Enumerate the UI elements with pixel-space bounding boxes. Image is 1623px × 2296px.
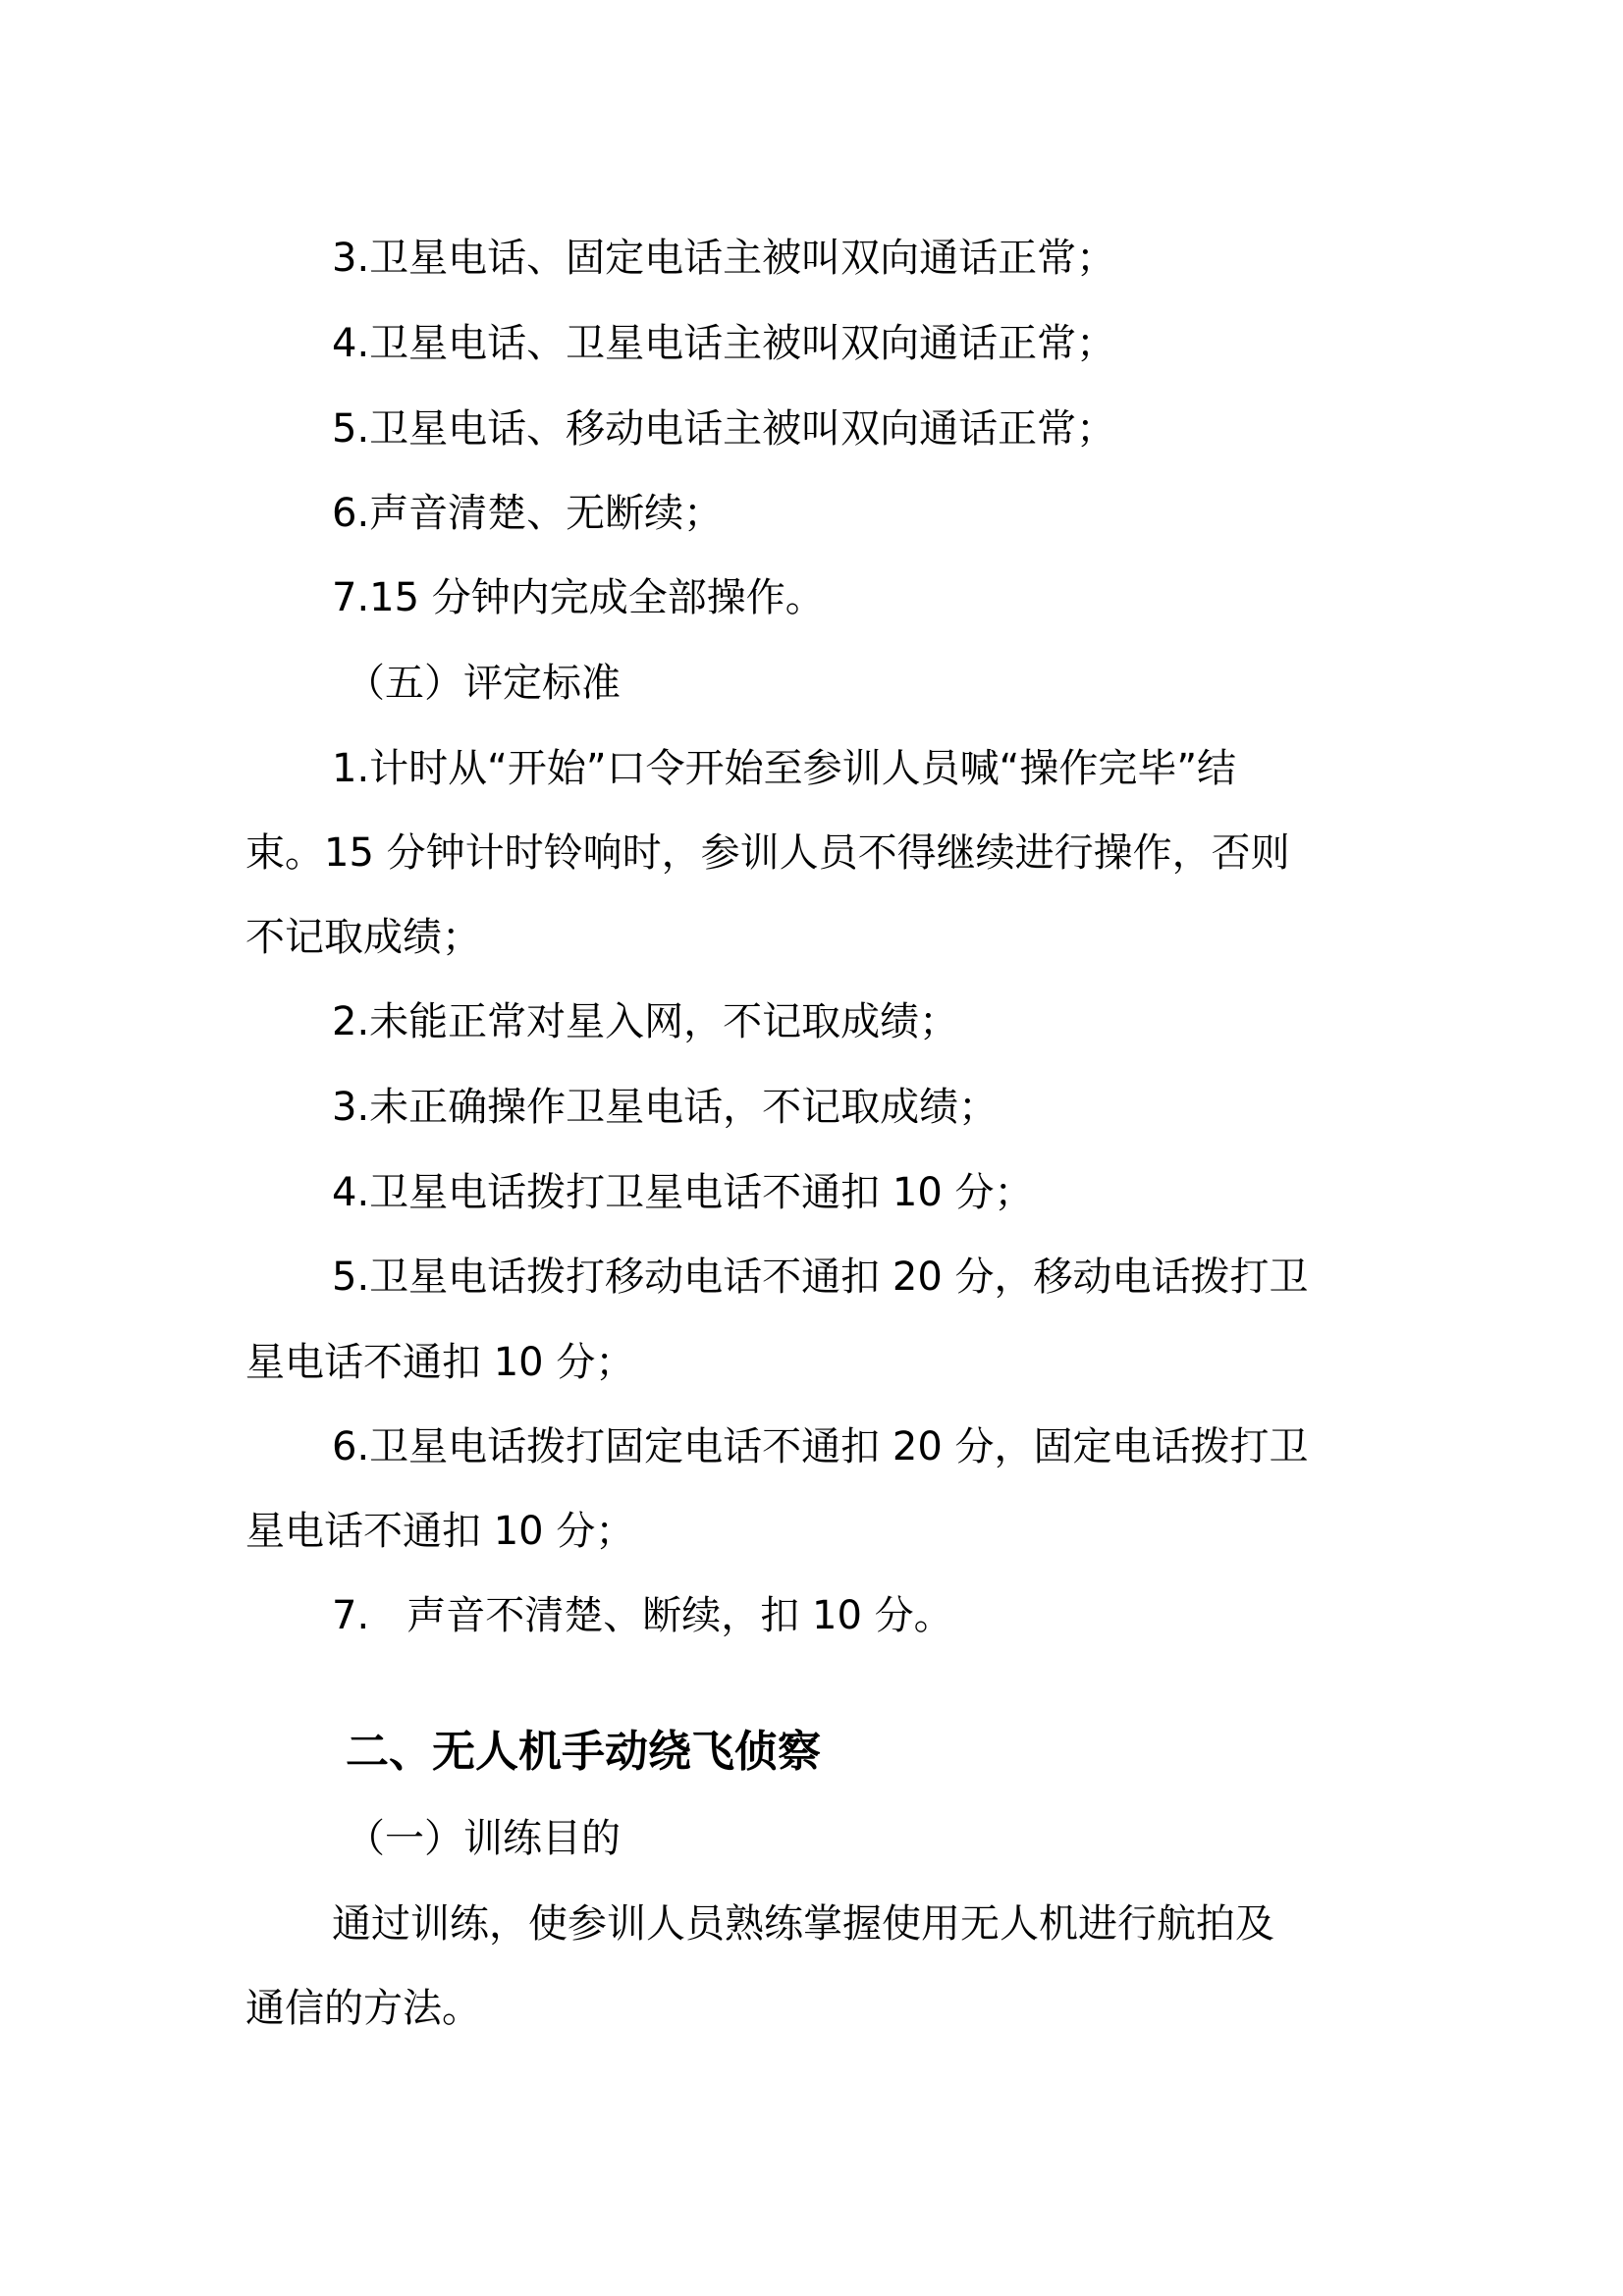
requirement-item-4: 4.卫星电话、卫星电话主被叫双向通话正常； (332, 321, 1116, 366)
criteria-item-6-line-1: 6.卫星电话拨打固定电话不通扣 20 分，固定电话拨打卫 (332, 1424, 1309, 1469)
criteria-item-3: 3.未正确操作卫星电话，不记取成绩； (332, 1085, 999, 1130)
chapter-heading-drone-reconnaissance: 二、无人机手动绕飞侦察 (346, 1727, 821, 1777)
criteria-item-7: 7. 声音不清楚、断续，扣 10 分。 (332, 1593, 953, 1638)
requirement-item-3: 3.卫星电话、固定电话主被叫双向通话正常； (332, 236, 1116, 281)
training-purpose-paragraph-line-2: 通信的方法。 (245, 1986, 481, 2031)
criteria-item-1-line-3: 不记取成绩； (245, 915, 481, 960)
requirement-item-5: 5.卫星电话、移动电话主被叫双向通话正常； (332, 406, 1116, 452)
criteria-item-5-line-2: 星电话不通扣 10 分； (245, 1340, 635, 1385)
training-purpose-paragraph-line-1: 通过训练，使参训人员熟练掌握使用无人机进行航拍及 (332, 1901, 1274, 1947)
criteria-item-4: 4.卫星电话拨打卫星电话不通扣 10 分； (332, 1170, 1034, 1215)
section-heading-training-purpose: （一）训练目的 (346, 1816, 621, 1861)
section-heading-evaluation-criteria: （五）评定标准 (346, 661, 621, 706)
criteria-item-1-line-2: 束。15 分钟计时铃响时，参训人员不得继续进行操作，否则 (245, 830, 1290, 876)
requirement-item-6: 6.声音清楚、无断续； (332, 491, 724, 536)
criteria-item-2: 2.未能正常对星入网，不记取成绩； (332, 999, 959, 1044)
criteria-item-1-line-1: 1.计时从“开始”口令开始至参训人员喊“操作完毕”结 (332, 746, 1237, 791)
requirement-item-7: 7.15 分钟内完成全部操作。 (332, 575, 825, 620)
criteria-item-5-line-1: 5.卫星电话拨打移动电话不通扣 20 分，移动电话拨打卫 (332, 1255, 1309, 1300)
criteria-item-6-line-2: 星电话不通扣 10 分； (245, 1509, 635, 1554)
